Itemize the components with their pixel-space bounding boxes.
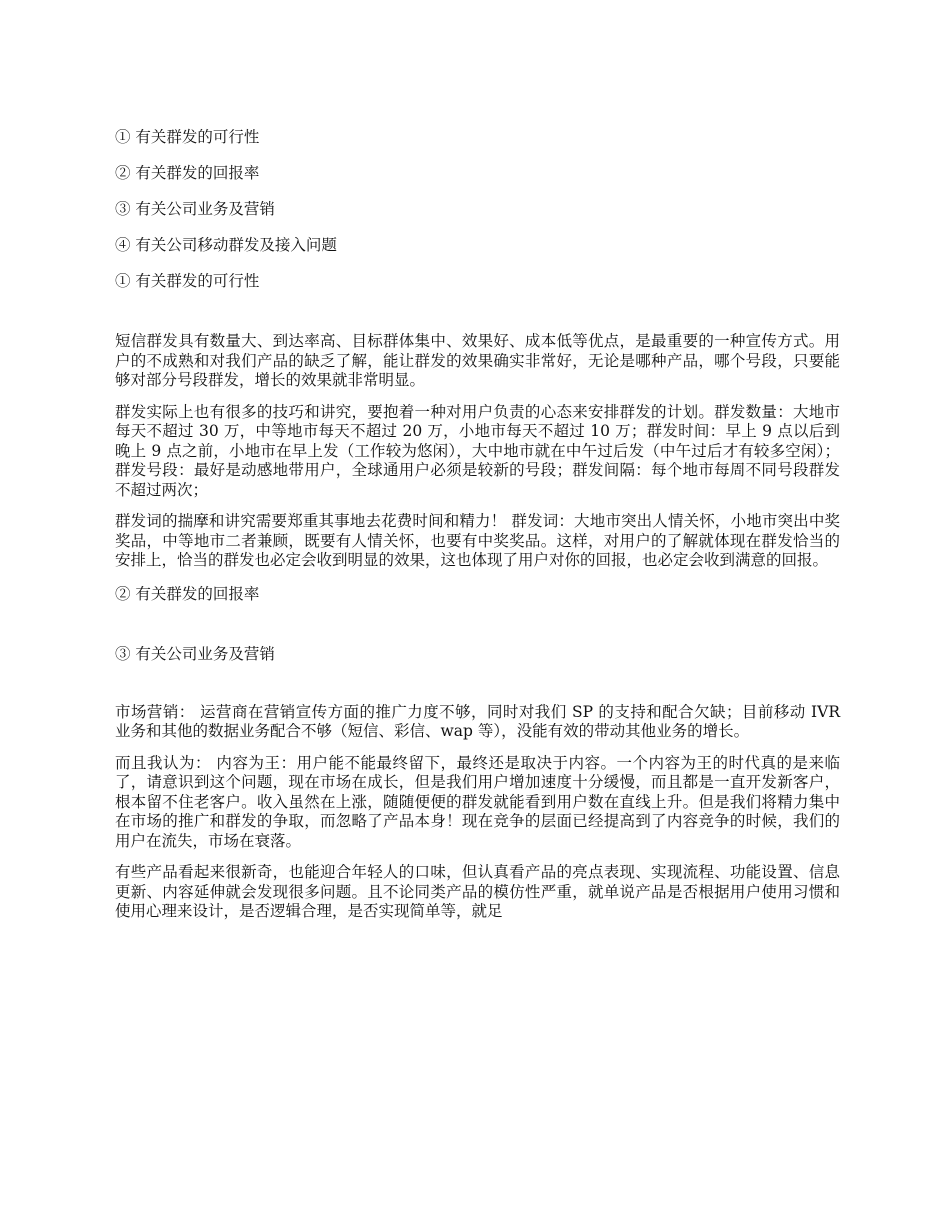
spacer [115, 679, 840, 703]
section-1-paragraph-3: 群发词的揣摩和讲究需要郑重其事地去花费时间和精力！ 群发词：大地市突出人情关怀，小地市突出中奖奖品，中等地市二者兼顾，既要有人情关怀，也要有中奖奖品。这样，对用户的了解就体现在群发恰当的安排上，恰当的群发也必定会收到明显的效果，这也体现了用户对你的回报，也必定会收到满意的回报。 [115, 512, 840, 569]
section-3-paragraph-1: 市场营销： 运营商在营销宣传方面的推广力度不够，同时对我们 SP 的支持和配合欠缺；目前移动 IVR 业务和其他的数据业务配合不够（短信、彩信、wap 等），没能有效的带动其他业务的增长。 [115, 702, 840, 740]
toc-item-2: ② 有关群发的回报率 [115, 164, 260, 182]
section-1-title: ① 有关群发的可行性 [115, 272, 260, 290]
section-3-title: ③ 有关公司业务及营销 [115, 644, 275, 663]
section-2-title: ② 有关群发的回报率 [115, 584, 260, 603]
section-3-paragraph-2: 而且我认为： 内容为王：用户能不能最终留下，最终还是取决于内容。一个内容为王的时代真的是来临了，请意识到这个问题，现在市场在成长，但是我们用户增加速度十分缓慢，而且都是一直开发新客户，根本留不住老客户。收入虽然在上涨，随随便便的群发就能看到用户数在直线上升。但是我们将精力集中在市场的推广和群发的争取，而忽略了产品本身！现在竞争的层面已经提高到了内容竞争的时候，我们的用户在流失，市场在衰落。 [115, 753, 840, 850]
document-body [115, 126, 840, 934]
toc-item-3: ③ 有关公司业务及营销 [115, 200, 275, 218]
section-3-paragraph-3: 有些产品看起来很新奇，也能迎合年轻人的口味，但认真看产品的亮点表现、实现流程、功能设置、信息更新、内容延伸就会发现很多问题。且不论同类产品的模仿性严重，就单说产品是否根据用户使用习惯和使用心理来设计，是否逻辑合理，是否实现简单等，就足 [115, 863, 840, 920]
spacer [115, 306, 840, 332]
section-1-paragraph-1: 短信群发具有数量大、到达率高、目标群体集中、效果好、成本低等优点，是最重要的一种宣传方式。用户的不成熟和对我们产品的缺乏了解，能让群发的效果确实非常好，无论是哪种产品，哪个号段，只要能够对部分号段群发，增长的效果就非常明显。 [115, 332, 840, 389]
spacer [115, 619, 840, 643]
section-1-paragraph-2: 群发实际上也有很多的技巧和讲究，要抱着一种对用户负责的心态来安排群发的计划。群发数量：大地市每天不超过 30 万，中等地市每天不超过 20 万，小地市每天不超过 10 万；群发时间：早上 9 点以后到晚上 9 点之前，小地市在早上发（工作较为悠闲），大中地市就在中午过后发（中午过后才有较多空闲）；群发号段：最好是动感地带用户，全球通用户必须是较新的号段；群发间隔：每个地市每周不同号段群发不超过两次； [115, 402, 840, 499]
toc-item-4: ④ 有关公司移动群发及接入问题 [115, 236, 337, 254]
toc-item-1: ① 有关群发的可行性 [115, 128, 260, 146]
